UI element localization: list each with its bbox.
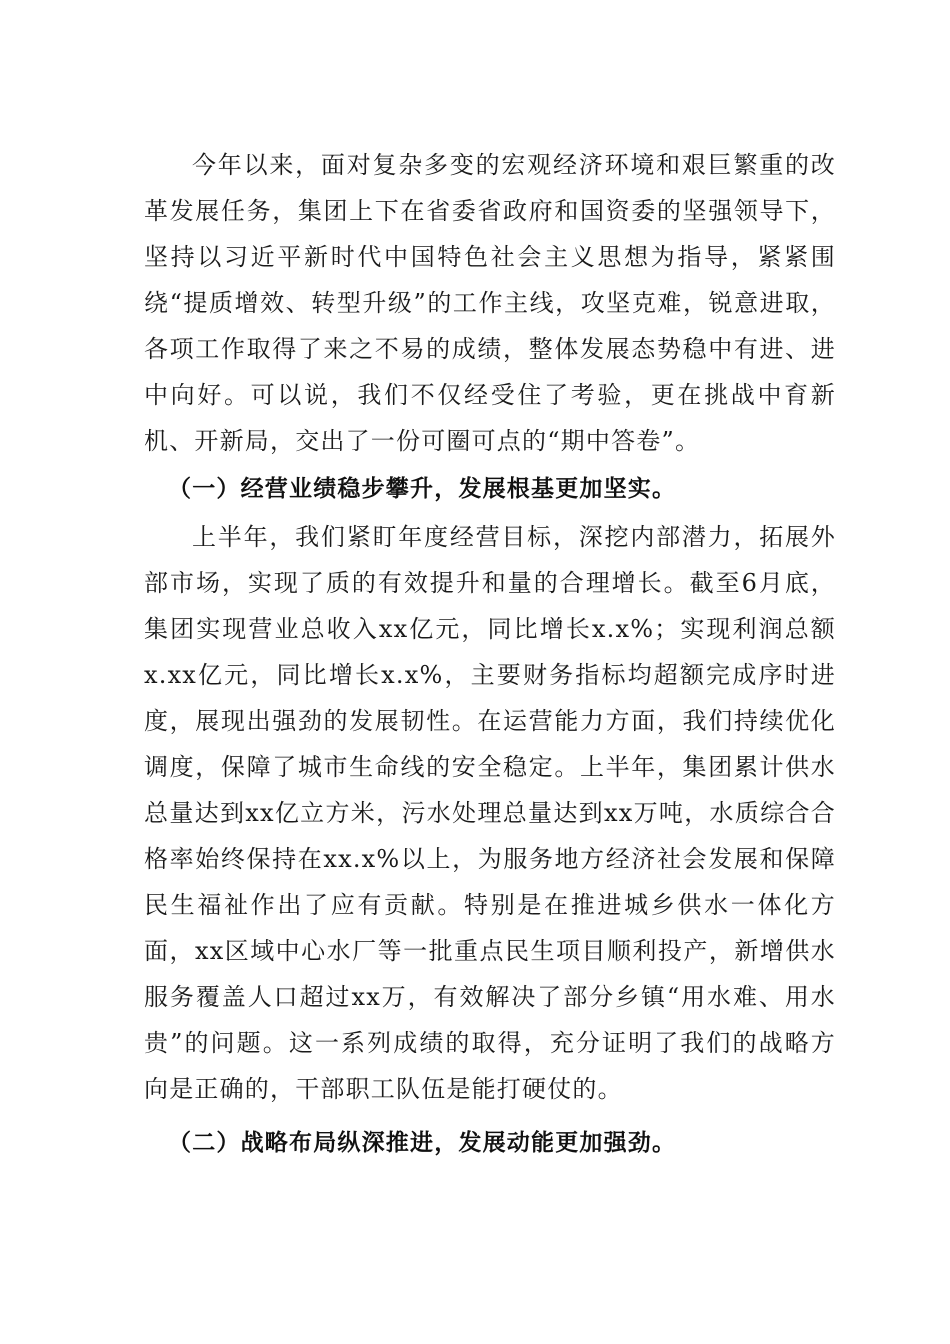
section-heading-1: （一）经营业绩稳步攀升，发展根基更加坚实。: [168, 476, 677, 502]
section-heading-2: （二）战略布局纵深推进，发展动能更加强劲。: [168, 1130, 677, 1156]
intro-paragraph: 今年以来，面对复杂多变的宏观经济环境和艰巨繁重的改革发展任务，集团上下在省委省政府和国资委的坚强领导下，坚持以习近平新时代中国特色社会主义思想为指导，紧紧围绕“提质增效、转型升级”的工作主线，攻坚克难，锐意进取，各项工作取得了来之不易的成绩，整体发展态势稳中有进、进中向好。可以说，我们不仅经受住了考验，更在挑战中育新机、开新局，交出了一份可圈可点的“期中答卷”。: [144, 151, 836, 455]
document-body: [144, 142, 836, 1166]
performance-paragraph: 上半年，我们紧盯年度经营目标，深挖内部潜力，拓展外部市场，实现了质的有效提升和量的合理增长。截至6月底，集团实现营业总收入xx亿元，同比增长x.x%；实现利润总额x.xx亿元，同比增长x.x%，主要财务指标均超额完成序时进度，展现出强劲的发展韧性。在运营能力方面，我们持续优化调度，保障了城市生命线的安全稳定。上半年，集团累计供水总量达到xx亿立方米，污水处理总量达到xx万吨，水质综合合格率始终保持在xx.x%以上，为服务地方经济社会发展和保障民生福祉作出了应有贡献。特别是在推进城乡供水一体化方面，xx区域中心水厂等一批重点民生项目顺利投产，新增供水服务覆盖人口超过xx万，有效解决了部分乡镇“用水难、用水贵”的问题。这一系列成绩的取得，充分证明了我们的战略方向是正确的，干部职工队伍是能打硬仗的。: [144, 523, 836, 1103]
